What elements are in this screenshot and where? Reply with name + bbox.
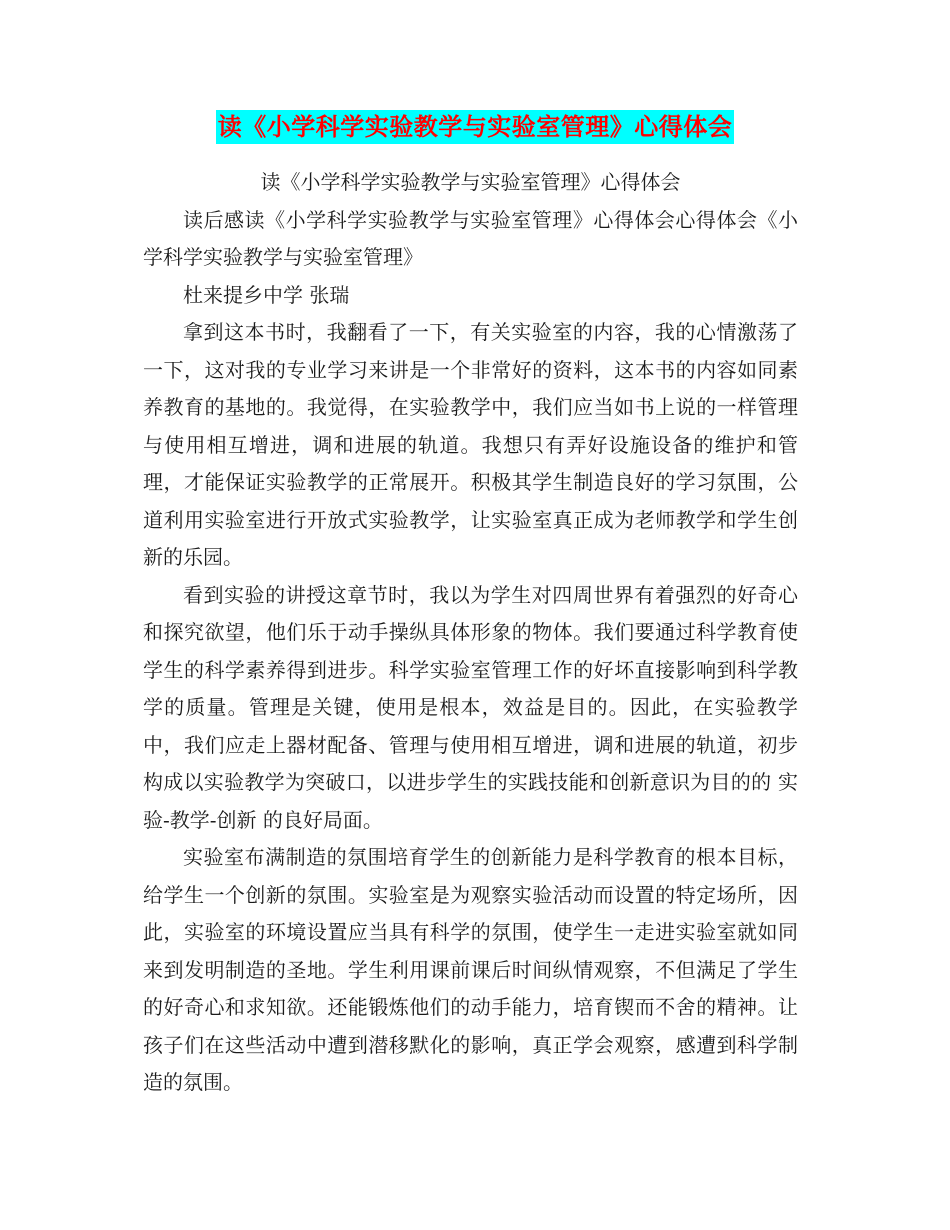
paragraph-1: 拿到这本书时，我翻看了一下，有关实验室的内容，我的心情激荡了一下，这对我的专业学习来讲是一个非常好的资料，这本书的内容如同素养教育的基地的。我觉得，在实验教学中，我们应当如书上说的一样管理与使用相互增进，调和进展的轨道。我想只有弄好设施设备的维护和管理，才能保证实验教学的正常展开。积极其学生制造良好的学习氛围，公道利用实验室进行开放式实验教学，让实验室真正成为老师教学和学生创新的乐园。 [143,320,798,569]
paragraph-3: 实验室布满制造的氛围培育学生的创新能力是科学教育的根本目标，给学生一个创新的氛围。实验室是为观察实验活动而设置的特定场所，因此，实验室的环境设置应当具有科学的氛围，使学生一走进实验室就如同来到发明制造的圣地。学生利用课前课后时间纵情观察，不但满足了学生的好奇心和求知欲。还能锻炼他们的动手能力，培育锲而不舍的精神。让孩子们在这些活动中遭到潜移默化的影响，真正学会观察，感遭到科学制造的氛围。 [143,845,798,1094]
document-body [143,164,798,1102]
paragraph-2: 看到实验的讲授这章节时，我以为学生对四周世界有着强烈的好奇心和探究欲望，他们乐于动手操纵具体形象的物体。我们要通过科学教育使学生的科学素养得到进步。科学实验室管理工作的好坏直接影响到科学教学的质量。管理是关键，使用是根本，效益是目的。因此，在实验教学中，我们应走上器材配备、管理与使用相互增进，调和进展的轨道，初步构成以实验教学为突破口，以进步学生的实践技能和创新意识为目的的 实验-教学-创新 的良好局面。 [143,582,798,832]
paragraph-intro: 读后感读《小学科学实验教学与实验室管理》心得体会心得体会《小学科学实验教学与实验室管理》 [143,207,798,269]
paragraph-author: 杜来提乡中学 张瑞 [183,282,350,307]
title-container [0,110,950,144]
document-subtitle: 读《小学科学实验教学与实验室管理》心得体会 [260,170,681,194]
document-title: 读《小学科学实验教学与实验室管理》心得体会 [216,110,735,144]
